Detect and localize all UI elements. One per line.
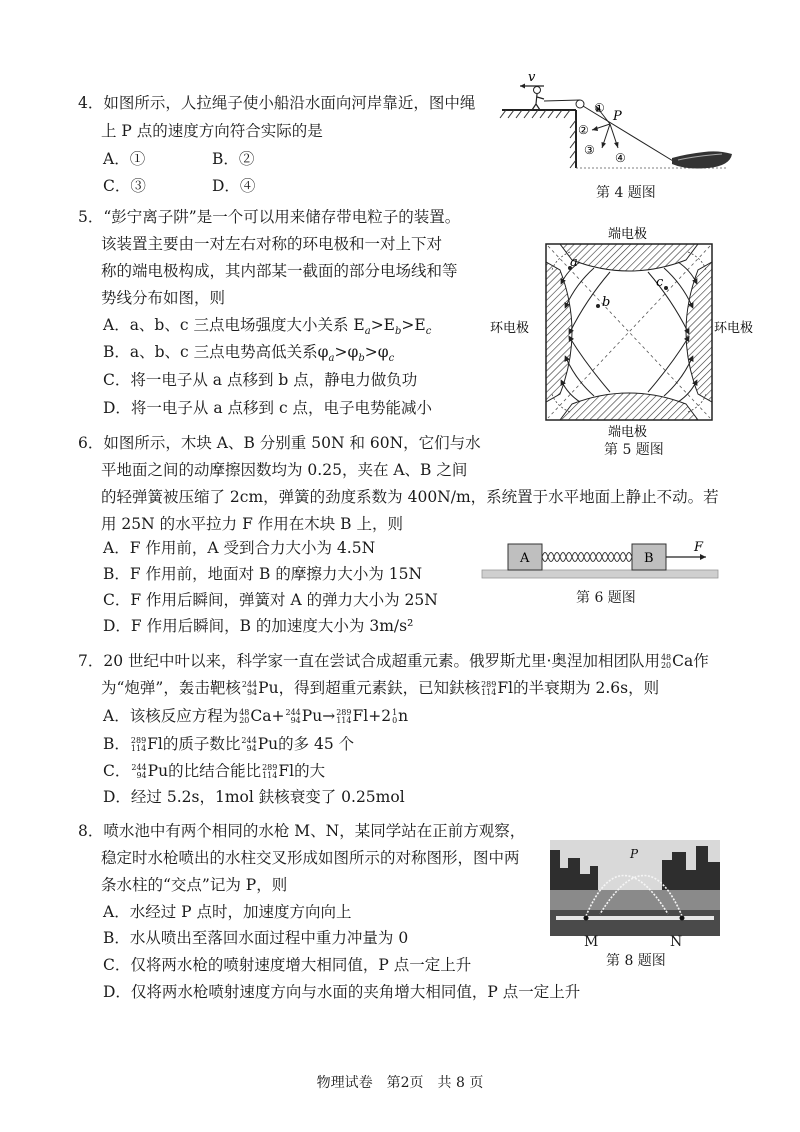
q6-label-f: F — [694, 540, 704, 555]
q4-caption: 第 4 题图 — [596, 185, 656, 201]
q8-water-surface — [550, 890, 720, 910]
q6-label-b: B — [644, 551, 654, 566]
q4-label-1: ① — [594, 101, 605, 115]
q7-option-b: B． 289 114 Fl的质子数比 244 94 Pu的多 45 个 — [103, 735, 355, 753]
q5-point-b — [596, 304, 600, 308]
q5-top-electrode-label: 端电极 — [608, 227, 648, 242]
q8-foreground — [550, 910, 720, 936]
q6-figure — [480, 538, 720, 582]
q7-option-a: A．该核反应方程为 48 20 Ca+ 244 94 Pu→ 289 114 Fl+2 1 0 n — [103, 707, 409, 725]
q5-bottom-electrode — [560, 393, 698, 420]
q4-p-label: P — [613, 109, 622, 124]
q8-photo — [550, 840, 720, 936]
q8-stem-line1: 8．喷水池中有两个相同的水枪 M、N，某同学站在正前方观察， — [78, 822, 526, 840]
q6-option-a: A．F 作用前，A 受到合力大小为 4.5N — [103, 539, 376, 557]
q8-option-c: C．仅将两水枪的喷射速度增大相同值，P 点一定上升 — [103, 956, 472, 974]
q5-figure — [490, 222, 772, 440]
q4-option-a: A．① — [103, 150, 146, 168]
q8-option-b: B．水从喷出至落回水面过程中重力冲量为 0 — [103, 929, 409, 947]
q8-stem-line3: 条水柱的“交点”记为 P，则 — [101, 876, 288, 894]
q4-stem-line2: 上 P 点的速度方向符合实际的是 — [101, 122, 323, 140]
q6-ground — [482, 570, 718, 578]
q8-caption: 第 8 题图 — [606, 953, 666, 969]
q6-option-d: D．F 作用后瞬间，B 的加速度大小为 3m/s² — [103, 617, 414, 635]
q4-option-b: B．② — [212, 150, 255, 168]
q4-person-head — [534, 87, 541, 94]
q4-v-label: v — [528, 70, 536, 85]
q8-option-a: A．水经过 P 点时，加速度方向向上 — [103, 903, 352, 921]
q5-option-a: A．a、b、c 三点电场强度大小关系 $E_a>E_b>E_c$ — [103, 316, 432, 338]
q8-p-label: P — [630, 847, 639, 861]
q5-stem-line4: 势线分布如图，则 — [101, 289, 226, 307]
q4-option-d: D．④ — [212, 177, 256, 195]
q6-stem-line1: 6．如图所示，木块 A、B 分别重 50N 和 60N，它们与水 — [78, 434, 481, 452]
q5-stem-line3: 称的端电极构成，其内部某一截面的部分电场线和等 — [101, 262, 458, 280]
q5-option-d: D．将一电子从 a 点移到 c 点，电子电势能减小 — [103, 399, 433, 417]
q8-label-n: N — [670, 934, 683, 950]
q7-stem-line1: 7．20 世纪中叶以来，科学家一直在尝试合成超重元素。俄罗斯尤里·奥涅加相团队用 48 20 Ca作 — [78, 652, 709, 670]
q6-stem-line2: 平地面之间的动摩擦因数均为 0.25，夹在 A、B 之间 — [101, 461, 468, 479]
q4-label-2: ② — [578, 123, 589, 137]
q5-label-b: b — [602, 295, 611, 310]
page-footer: 物理试卷 第2页 共 8 页 — [316, 1075, 484, 1091]
q6-caption: 第 6 题图 — [576, 590, 636, 606]
q6-label-a: A — [520, 551, 530, 566]
q4-bank-hatch — [500, 110, 576, 168]
q5-point-c — [664, 286, 668, 290]
nuclide-ca: 48 20 — [660, 653, 672, 670]
q5-label-a: a — [570, 255, 578, 270]
q7-stem-line2: 为“炮弹”，轰击靶核 244 94 Pu，得到超重元素鈇，已知鈇核 289 114 Fl的半衰期为 2.6s，则 — [101, 679, 660, 697]
q8-stem-line2: 稳定时水枪喷出的水柱交叉形成如图所示的对称图形，图中两 — [101, 849, 520, 867]
q4-option-c: C．③ — [103, 177, 146, 195]
q4-label-3: ③ — [584, 143, 595, 157]
q5-field-lines — [562, 262, 696, 402]
q5-top-electrode — [560, 244, 698, 271]
q5-caption: 第 5 题图 — [604, 442, 664, 458]
q8-option-d: D．仅将两水枪喷射速度方向与水面的夹角增大相同值，P 点一定上升 — [103, 983, 581, 1001]
q5-stem-line2: 该装置主要由一对左右对称的环电极和一对上下对 — [101, 235, 443, 253]
q4-label-4: ④ — [615, 151, 626, 165]
q5-right-electrode-label: 环电极 — [714, 321, 754, 336]
q6-option-b: B．F 作用前，地面对 B 的摩擦力大小为 15N — [103, 565, 423, 583]
q5-label-c: c — [656, 275, 664, 290]
q4-boat — [672, 151, 732, 168]
q5-option-b: B．a、b、c 三点电势高低关系$\varphi_a>\varphi_b>\varphi_c$ — [103, 343, 395, 365]
q6-stem-line3: 的轻弹簧被压缩了 2cm，弹簧的劲度系数为 400N/m，系统置于水平地面上静止不动。若 — [101, 488, 719, 506]
q8-gun-m — [584, 916, 589, 921]
q4-stem-line1: 4．如图所示，人拉绳子使小船沿水面向河岸靠近，图中绳 — [78, 94, 476, 112]
q5-left-electrode-label: 环电极 — [490, 321, 530, 336]
q7-option-c: C． 244 94 Pu的比结合能比 289 114 Fl的大 — [103, 762, 326, 780]
q6-option-c: C．F 作用后瞬间，弹簧对 A 的弹力大小为 25N — [103, 591, 438, 609]
q8-gun-n — [680, 916, 685, 921]
q7-option-d: D．经过 5.2s，1mol 鈇核衰变了 0.25mol — [103, 788, 405, 806]
q5-bottom-electrode-label: 端电极 — [608, 425, 648, 440]
q4-rope-horizontal — [544, 100, 580, 101]
q5-stem-line1: 5．“彭宁离子阱”是一个可以用来储存带电粒子的装置。 — [78, 208, 461, 226]
q5-option-c: C．将一电子从 a 点移到 b 点，静电力做负功 — [103, 371, 418, 389]
q5-left-electrode — [546, 262, 572, 402]
q4-person-body — [532, 94, 544, 110]
q4-pulley — [576, 100, 584, 108]
q5-right-electrode — [686, 262, 712, 402]
q8-label-m: M — [584, 934, 599, 950]
q6-stem-line4: 用 25N 的水平拉力 F 作用在木块 B 上，则 — [101, 515, 403, 533]
q4-figure — [496, 68, 736, 180]
